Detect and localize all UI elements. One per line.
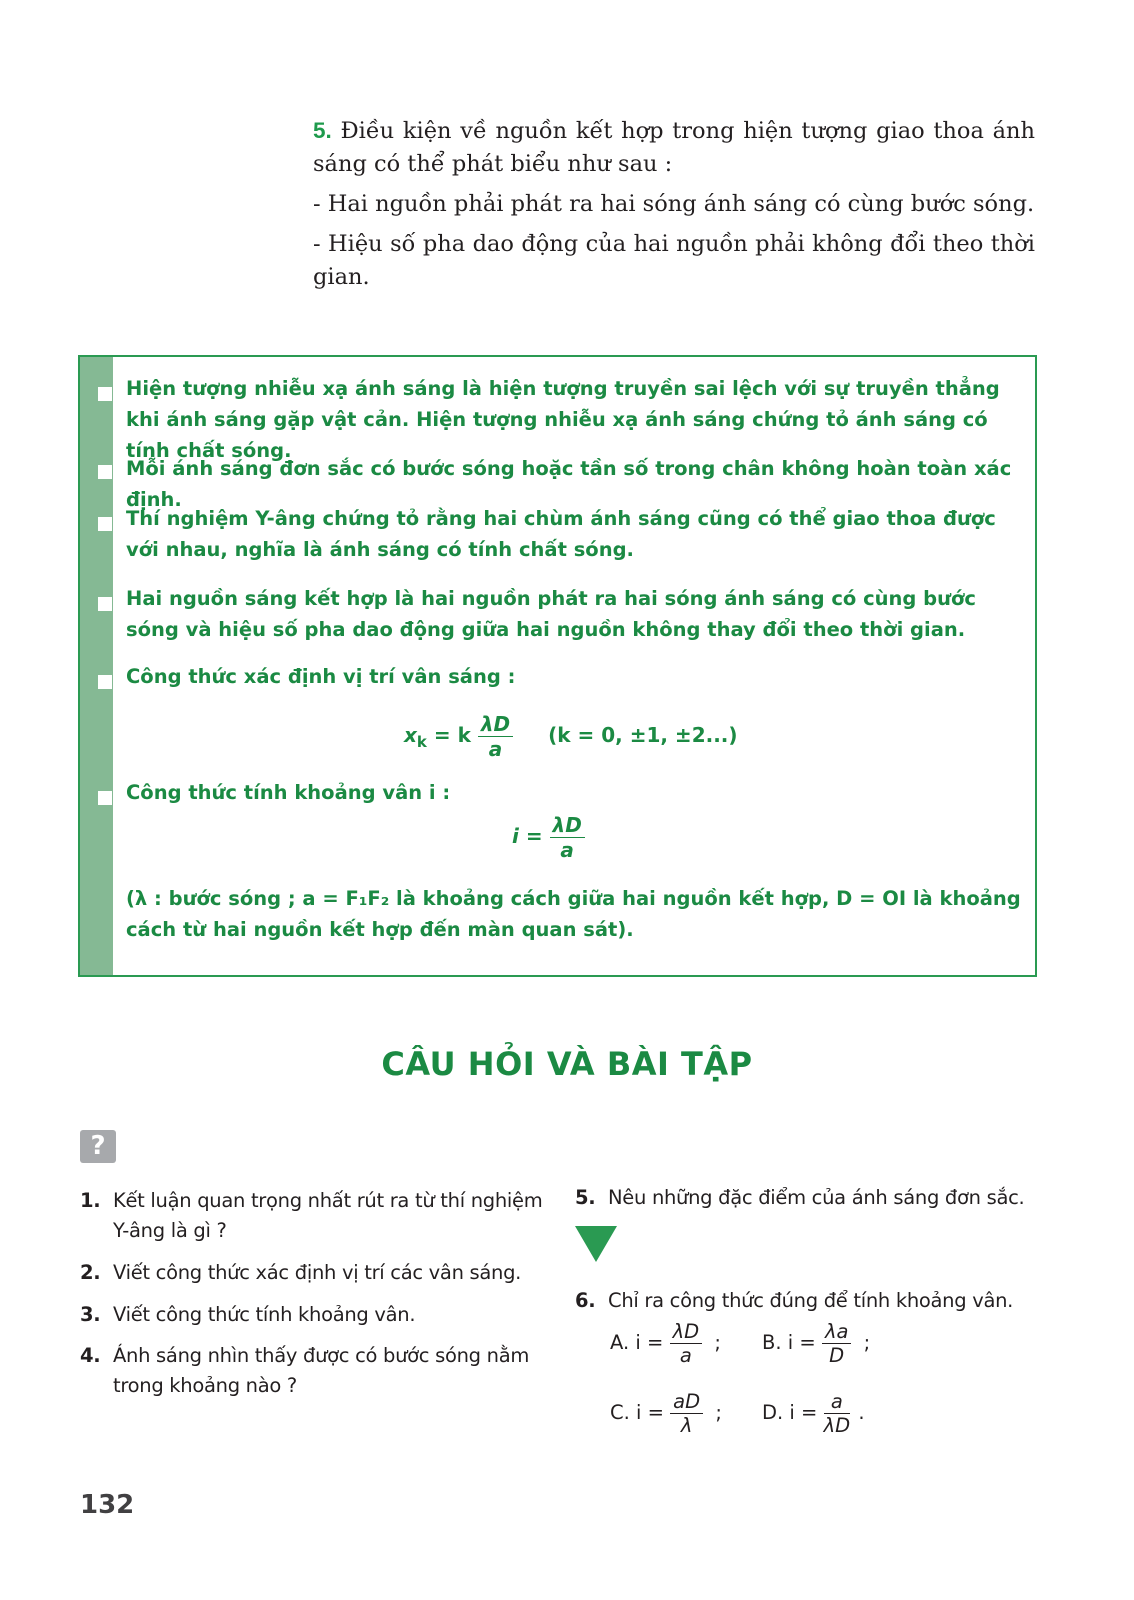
question-mark-icon: ? xyxy=(80,1130,116,1163)
question-4 xyxy=(80,1341,545,1401)
fraction-denominator: D xyxy=(829,1344,845,1367)
summary-bullet xyxy=(98,791,112,805)
summary-bullet xyxy=(98,675,112,689)
question-number: 1. xyxy=(80,1189,101,1212)
question-2 xyxy=(80,1258,545,1288)
option-fraction xyxy=(670,1390,703,1437)
item-5-intro xyxy=(313,114,1035,181)
condition-point-1: - Hai nguồn phải phát ra hai sóng ánh sáng có cùng bước sóng. xyxy=(313,191,1035,217)
summary-side-bar xyxy=(80,357,113,975)
option-a xyxy=(610,1320,721,1367)
question-text: Viết công thức xác định vị trí các vân sáng. xyxy=(113,1261,522,1284)
fraction-denominator: λ xyxy=(680,1414,693,1437)
question-1 xyxy=(80,1186,545,1246)
summary-item-monochromatic: Mỗi ánh sáng đơn sắc có bước sóng hoặc tần số trong chân không hoàn toàn xác định. xyxy=(126,457,1012,511)
formula-condition: (k = 0, ±1, ±2...) xyxy=(548,723,738,747)
option-fraction xyxy=(824,1390,851,1437)
question-text: Chỉ ra công thức đúng để tính khoảng vân. xyxy=(608,1289,1014,1312)
question-text: Viết công thức tính khoảng vân. xyxy=(113,1303,416,1326)
summary-bullet xyxy=(98,597,112,611)
formula-equals: = k xyxy=(433,723,471,747)
summary-bullet xyxy=(98,517,112,531)
bright-fringe-formula xyxy=(404,712,738,761)
option-label: A. i = xyxy=(610,1331,664,1354)
question-3 xyxy=(80,1300,545,1330)
condition-point-2: - Hiệu số pha dao động của hai nguồn phải không đổi theo thời gian. xyxy=(313,231,1035,290)
fraction-numerator: λD xyxy=(670,1320,703,1344)
option-c xyxy=(610,1390,722,1437)
fringe-spacing-formula xyxy=(512,813,585,862)
summary-bullet xyxy=(98,387,112,401)
question-number: 2. xyxy=(80,1261,101,1284)
fraction-numerator: aD xyxy=(670,1390,703,1414)
question-number: 4. xyxy=(80,1344,101,1367)
option-fraction xyxy=(670,1320,703,1367)
fraction-denominator: a xyxy=(560,838,574,862)
summary-item-fringe-spacing-formula: Công thức tính khoảng vân i : xyxy=(126,781,451,804)
summary-box xyxy=(78,355,1037,977)
top-section xyxy=(313,114,1035,294)
option-separator: ; xyxy=(715,1401,722,1424)
fraction-numerator: a xyxy=(824,1390,851,1414)
option-d xyxy=(762,1390,865,1437)
option-separator: ; xyxy=(863,1331,871,1354)
summary-item-bright-fringe-formula: Công thức xác định vị trí vân sáng : xyxy=(126,665,516,688)
summary-item-coherent-sources: Hai nguồn sáng kết hợp là hai nguồn phát ra hai sóng ánh sáng có cùng bước sóng và hiệu số pha dao động giữa hai nguồn không thay đổi theo thời gian. xyxy=(126,587,976,641)
fraction-numerator: λa xyxy=(822,1320,852,1344)
summary-item-diffraction: Hiện tượng nhiễu xạ ánh sáng là hiện tượng truyền sai lệch với sự truyền thẳng khi ánh sáng gặp vật cản. Hiện tượng nhiễu xạ ánh sáng chứng tỏ ánh sáng có tính chất sóng. xyxy=(126,377,1000,462)
option-b xyxy=(762,1320,870,1367)
summary-bullet xyxy=(98,465,112,479)
option-label: B. i = xyxy=(762,1331,816,1354)
summary-note: (λ : bước sóng ; a = F₁F₂ là khoảng cách giữa hai nguồn kết hợp, D = OI là khoảng cách từ hai nguồn kết hợp đến màn quan sát). xyxy=(126,887,1021,941)
option-label: C. i = xyxy=(610,1401,664,1424)
item-intro-text: Điều kiện về nguồn kết hợp trong hiện tượng giao thoa ánh sáng có thể phát biểu như sau : xyxy=(313,118,1035,177)
fraction-denominator: λD xyxy=(823,1414,851,1437)
formula-fraction xyxy=(550,813,585,862)
question-text: Ánh sáng nhìn thấy được có bước sóng nằm trong khoảng nào ? xyxy=(113,1344,530,1397)
fraction-numerator: λD xyxy=(550,813,585,838)
formula-lhs-subscript: k xyxy=(416,733,427,751)
question-5 xyxy=(575,1183,1035,1213)
fraction-denominator: a xyxy=(679,1344,692,1367)
formula-lhs: x xyxy=(404,723,417,747)
question-text: Nêu những đặc điểm của ánh sáng đơn sắc. xyxy=(608,1186,1025,1209)
item-number: 5. xyxy=(313,118,332,143)
question-number: 5. xyxy=(575,1186,596,1209)
question-6 xyxy=(575,1286,1035,1316)
fraction-denominator: a xyxy=(488,737,503,761)
option-fraction xyxy=(822,1320,852,1367)
page-number: 132 xyxy=(80,1490,135,1520)
fraction-numerator: λD xyxy=(478,712,513,737)
summary-item-young-experiment: Thí nghiệm Y-âng chứng tỏ rằng hai chùm ánh sáng cũng có thể giao thoa được với nhau, nghĩa là ánh sáng có tính chất sóng. xyxy=(126,507,996,561)
question-number: 6. xyxy=(575,1289,596,1312)
question-text: Kết luận quan trọng nhất rút ra từ thí nghiệm Y-âng là gì ? xyxy=(113,1189,543,1242)
option-separator: ; xyxy=(714,1331,721,1354)
formula-lhs: i = xyxy=(512,824,543,848)
section-title: CÂU HỎI VÀ BÀI TẬP xyxy=(381,1045,753,1083)
option-label: D. i = xyxy=(762,1401,818,1424)
formula-fraction xyxy=(478,712,513,761)
question-number: 3. xyxy=(80,1303,101,1326)
triangle-marker-icon xyxy=(575,1226,617,1262)
option-separator: . xyxy=(858,1401,865,1424)
